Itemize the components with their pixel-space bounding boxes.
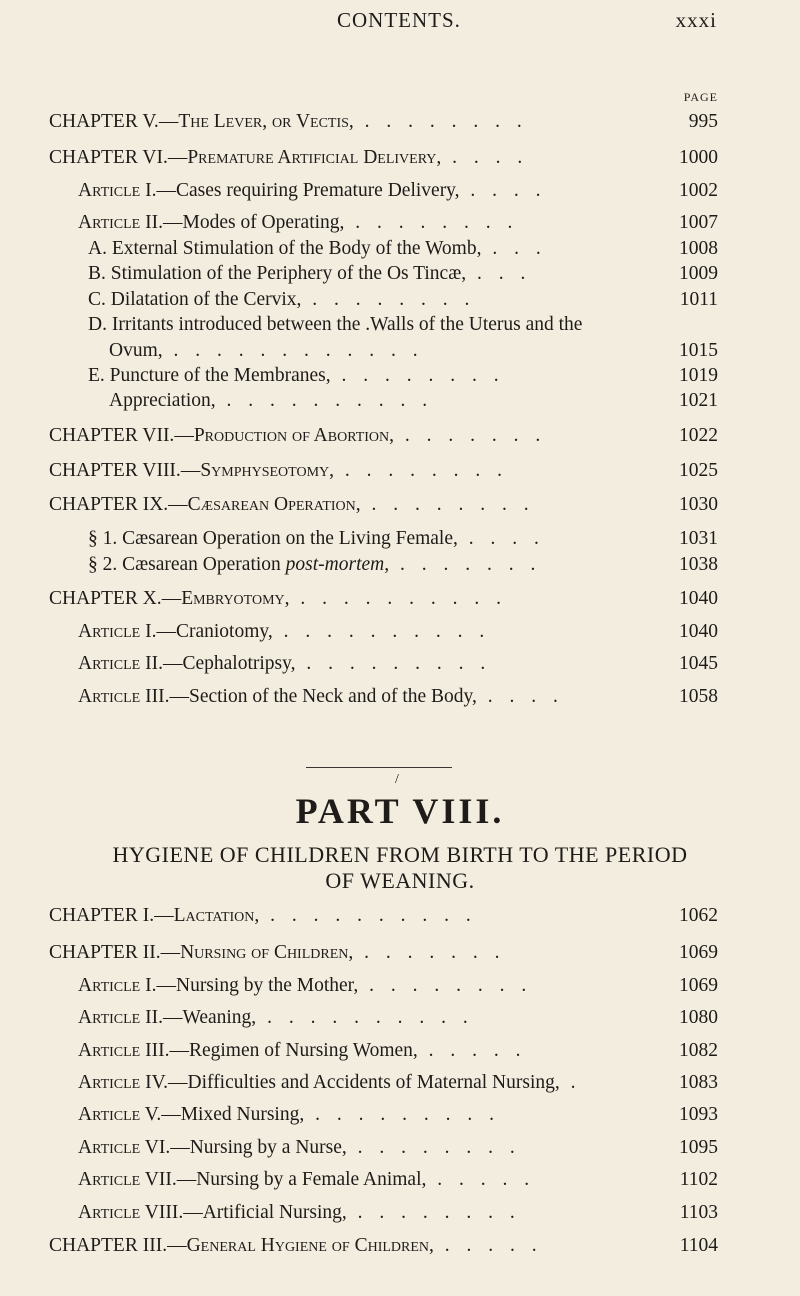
running-header-title: CONTENTS. bbox=[337, 8, 461, 32]
toc-entry: Article II.—Cephalotripsy, . . . . . . . . . 1045 bbox=[78, 653, 718, 674]
toc-entry: CHAPTER VIII.—Symphyseotomy, . . . . . . . . 1025 bbox=[49, 460, 718, 481]
entry-page: 1040 bbox=[679, 621, 718, 642]
entry-prefix: Article VI. bbox=[78, 1137, 171, 1158]
page-column-heading: PAGE bbox=[683, 90, 718, 104]
entry-page: 995 bbox=[688, 111, 718, 132]
stray-mark: / bbox=[395, 772, 399, 787]
toc-entry: Article VIII.—Artificial Nursing, . . . . . . . . 1103 bbox=[78, 1202, 718, 1223]
entry-page: 1069 bbox=[679, 942, 718, 963]
toc-entry: C. Dilatation of the Cervix, . . . . . . . . 1011 bbox=[88, 289, 718, 310]
entry-prefix: CHAPTER I. bbox=[49, 905, 155, 926]
entry-title: Nursing by a Female Animal, bbox=[196, 1169, 427, 1190]
entry-prefix: Article I. bbox=[78, 621, 157, 642]
entry-title: Dilatation of the Cervix, bbox=[110, 289, 302, 310]
entry-prefix: CHAPTER II. bbox=[49, 942, 161, 963]
toc-entry: CHAPTER III.—General Hygiene of Children, . . . . . 1104 bbox=[49, 1235, 718, 1256]
entry-title: Symphyseotomy, bbox=[200, 460, 335, 481]
running-header-page-number: xxxi bbox=[675, 8, 717, 32]
entry-title: Cæsarean Operation on the Living Female, bbox=[122, 528, 458, 549]
entry-prefix: § 2. bbox=[88, 554, 118, 575]
entry-title: Premature Artificial Delivery, bbox=[187, 147, 442, 168]
entry-page: 1007 bbox=[679, 212, 718, 233]
toc-entry: Article I.—Craniotomy, . . . . . . . . . . 1040 bbox=[78, 621, 718, 642]
toc-entry: Article III.—Regimen of Nursing Women, . . . . . 1082 bbox=[78, 1040, 718, 1061]
entry-prefix: Article I. bbox=[78, 975, 157, 996]
entry-prefix: CHAPTER V. bbox=[49, 111, 159, 132]
entry-page: 1045 bbox=[679, 653, 718, 674]
entry-prefix: A. bbox=[88, 238, 107, 259]
toc-entry: E. Puncture of the Membranes, . . . . . . . . 1019 bbox=[88, 365, 718, 386]
entry-title: Weaning, bbox=[182, 1007, 257, 1028]
entry-prefix: CHAPTER VI. bbox=[49, 147, 168, 168]
entry-title: Nursing of Children, bbox=[180, 942, 354, 963]
toc-entry: Article II.—Weaning, . . . . . . . . . . 1080 bbox=[78, 1007, 718, 1028]
entry-title: Irritants introduced between the .Walls of the Uterus and the bbox=[111, 314, 583, 335]
toc-entry: Article VI.—Nursing by a Nurse, . . . . . . . . 1095 bbox=[78, 1137, 718, 1158]
entry-title: Nursing by the Mother, bbox=[175, 975, 359, 996]
entry-title: Cæsarean Operation bbox=[122, 554, 281, 575]
entry-title: Mixed Nursing, bbox=[180, 1104, 305, 1125]
entry-page: 1015 bbox=[679, 340, 718, 361]
entry-title: Craniotomy, bbox=[175, 621, 273, 642]
entry-prefix: CHAPTER III. bbox=[49, 1235, 168, 1256]
entry-page: 1022 bbox=[679, 425, 718, 446]
entry-prefix: Article VIII. bbox=[78, 1202, 184, 1223]
entry-prefix: Article III. bbox=[78, 686, 170, 707]
toc-entry: Ovum, . . . . . . . . . . . . 1015 bbox=[109, 340, 718, 361]
part-subtitle-line-2: OF WEANING. bbox=[325, 868, 475, 893]
entry-prefix: § 1. bbox=[88, 528, 118, 549]
entry-prefix: CHAPTER VII. bbox=[49, 425, 175, 446]
entry-title: External Stimulation of the Body of the Womb, bbox=[111, 238, 482, 259]
entry-page: 1011 bbox=[679, 289, 718, 310]
entry-title: Nursing by a Nurse, bbox=[189, 1137, 347, 1158]
entry-prefix: Article III. bbox=[78, 1040, 170, 1061]
entry-page: 1038 bbox=[679, 554, 718, 575]
entry-title: Difficulties and Accidents of Maternal Nursing, bbox=[187, 1072, 560, 1093]
toc-entry: CHAPTER II.—Nursing of Children, . . . . . . . 1069 bbox=[49, 942, 718, 963]
entry-title: Puncture of the Membranes, bbox=[109, 365, 331, 386]
entry-prefix: Article I. bbox=[78, 180, 157, 201]
section-divider-rule bbox=[306, 767, 452, 768]
part-subtitle-line-1: HYGIENE OF CHILDREN FROM BIRTH TO THE PERIOD bbox=[112, 842, 688, 867]
toc-entry: § 1. Cæsarean Operation on the Living Female, . . . . 1031 bbox=[88, 528, 718, 549]
entry-page: 1019 bbox=[679, 365, 718, 386]
entry-title: Appreciation, bbox=[109, 390, 216, 411]
toc-entry: Article IV.—Difficulties and Accidents of Maternal Nursing, . 1083 bbox=[78, 1072, 718, 1093]
entry-title: Regimen of Nursing Women, bbox=[188, 1040, 418, 1061]
entry-prefix: Article V. bbox=[78, 1104, 162, 1125]
toc-entry: CHAPTER X.—Embryotomy, . . . . . . . . . . 1040 bbox=[49, 588, 718, 609]
toc-entry: CHAPTER IX.—Cæsarean Operation, . . . . . . . . 1030 bbox=[49, 494, 718, 515]
toc-entry: Article III.—Section of the Neck and of the Body, . . . . 1058 bbox=[78, 686, 718, 707]
entry-title: Ovum, bbox=[109, 340, 163, 361]
entry-prefix: Article IV. bbox=[78, 1072, 169, 1093]
entry-page: 1002 bbox=[679, 180, 718, 201]
toc-entry: CHAPTER VI.—Premature Artificial Delivery, . . . . 1000 bbox=[49, 147, 718, 168]
entry-page: 1008 bbox=[679, 238, 718, 259]
toc-entry: Appreciation, . . . . . . . . . . 1021 bbox=[109, 390, 718, 411]
entry-prefix: Article VII. bbox=[78, 1169, 177, 1190]
entry-page: 1093 bbox=[679, 1104, 718, 1125]
entry-title: Embryotomy, bbox=[181, 588, 290, 609]
entry-title: Section of the Neck and of the Body, bbox=[188, 686, 477, 707]
part-title: PART VIII. bbox=[295, 791, 505, 831]
entry-title: Lactation, bbox=[173, 905, 260, 926]
toc-entry: Article II.—Modes of Operating, . . . . . . . . 1007 bbox=[78, 212, 718, 233]
toc-entry: CHAPTER I.—Lactation, . . . . . . . . . . 1062 bbox=[49, 905, 718, 926]
toc-entry: Article V.—Mixed Nursing, . . . . . . . . . 1093 bbox=[78, 1104, 718, 1125]
entry-prefix: Article II. bbox=[78, 212, 163, 233]
entry-prefix: CHAPTER VIII. bbox=[49, 460, 181, 481]
toc-entry: CHAPTER V.—The Lever, or Vectis, . . . . . . . . 995 bbox=[49, 111, 718, 132]
entry-title: Artificial Nursing, bbox=[202, 1202, 347, 1223]
entry-prefix: C. bbox=[88, 289, 106, 310]
entry-page: 1025 bbox=[679, 460, 718, 481]
toc-entry: § 2. Cæsarean Operation post-mortem, . . . . . . . 1038 bbox=[88, 554, 718, 575]
entry-title: Cases requiring Premature Delivery, bbox=[175, 180, 460, 201]
entry-title: General Hygiene of Children, bbox=[186, 1235, 434, 1256]
entry-page: 1103 bbox=[679, 1202, 718, 1223]
entry-page: 1095 bbox=[679, 1137, 718, 1158]
toc-entry: A. External Stimulation of the Body of the Womb, . . . 1008 bbox=[88, 238, 718, 259]
entry-page: 1080 bbox=[679, 1007, 718, 1028]
entry-title: Cephalotripsy, bbox=[182, 653, 296, 674]
toc-entry: CHAPTER VII.—Production of Abortion, . . . . . . . 1022 bbox=[49, 425, 718, 446]
entry-prefix: D. bbox=[88, 314, 107, 335]
entry-prefix: E. bbox=[88, 365, 105, 386]
entry-page: 1069 bbox=[679, 975, 718, 996]
entry-page: 1030 bbox=[679, 494, 718, 515]
entry-page: 1021 bbox=[679, 390, 718, 411]
entry-title-italic: post-mortem, bbox=[285, 554, 390, 575]
entry-prefix: Article II. bbox=[78, 653, 163, 674]
entry-page: 1082 bbox=[679, 1040, 718, 1061]
entry-page: 1083 bbox=[679, 1072, 718, 1093]
entry-title: The Lever, or Vectis, bbox=[178, 111, 354, 132]
entry-title: Modes of Operating, bbox=[182, 212, 345, 233]
entry-title: Stimulation of the Periphery of the Os Tincæ, bbox=[110, 263, 467, 284]
entry-page: 1009 bbox=[679, 263, 718, 284]
entry-prefix: CHAPTER X. bbox=[49, 588, 162, 609]
entry-page: 1102 bbox=[679, 1169, 718, 1190]
entry-page: 1000 bbox=[679, 147, 718, 168]
entry-prefix: CHAPTER IX. bbox=[49, 494, 169, 515]
entry-prefix: Article II. bbox=[78, 1007, 163, 1028]
entry-title: Production of Abortion, bbox=[193, 425, 395, 446]
toc-entry: B. Stimulation of the Periphery of the Os Tincæ, . . . 1009 bbox=[88, 263, 718, 284]
entry-title: Cæsarean Operation, bbox=[187, 494, 361, 515]
entry-page: 1040 bbox=[679, 588, 718, 609]
entry-page: 1104 bbox=[679, 1235, 718, 1256]
entry-prefix: B. bbox=[88, 263, 106, 284]
toc-entry bbox=[0, 314, 800, 336]
toc-entry: Article I.—Nursing by the Mother, . . . . . . . . 1069 bbox=[78, 975, 718, 996]
toc-entry: Article I.—Cases requiring Premature Delivery, . . . . 1002 bbox=[78, 180, 718, 201]
entry-page: 1062 bbox=[679, 905, 718, 926]
toc-entry: Article VII.—Nursing by a Female Animal, . . . . . 1102 bbox=[78, 1169, 718, 1190]
entry-page: 1031 bbox=[679, 528, 718, 549]
entry-page: 1058 bbox=[679, 686, 718, 707]
